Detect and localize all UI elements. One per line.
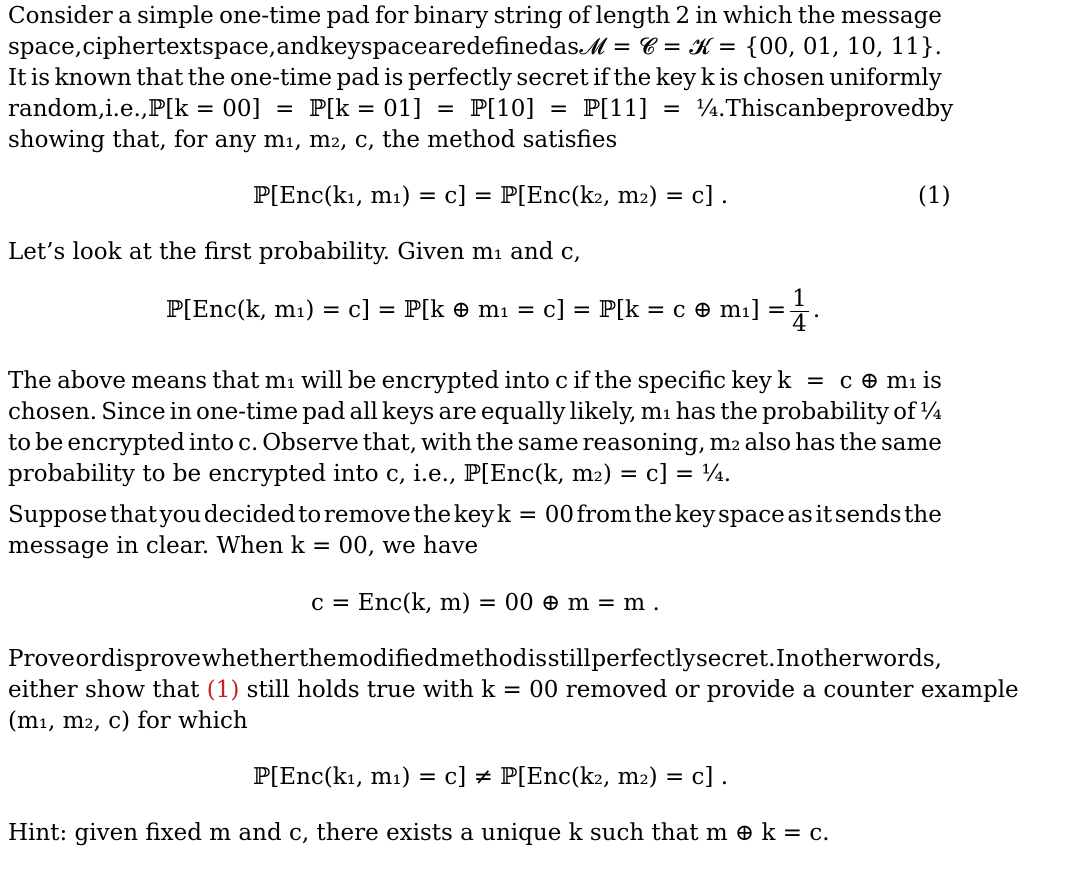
word: still (547, 646, 591, 672)
word: secret. (695, 646, 776, 672)
word: be (816, 96, 845, 122)
word: the (904, 502, 942, 528)
word: proved (844, 96, 926, 122)
word: the (634, 502, 673, 528)
word: in (169, 399, 192, 425)
word: be (348, 368, 377, 394)
word: it (815, 502, 833, 528)
equation-2-lhs: ℙ[Enc(k, m₁) = c] = ℙ[k ⊕ m₁ = c] = ℙ[k = c ⊕ m₁] = (166, 297, 787, 323)
word: with (421, 430, 473, 456)
paragraph4-line1 (8, 500, 942, 530)
word: perfectly (591, 646, 696, 672)
word: 𝓜 = 𝓒 = 𝓚 = {00, 01, 10, 11}. (579, 34, 942, 60)
word: as (553, 34, 579, 60)
equation-2-fraction (790, 287, 809, 336)
word: ¼ (919, 399, 942, 425)
word: is (384, 65, 404, 91)
word: disprove (100, 646, 202, 672)
word: has (675, 399, 717, 425)
word: i.e., (105, 96, 149, 122)
word: one-time (229, 65, 333, 91)
word: key (319, 34, 361, 60)
word: m₁ (640, 399, 672, 425)
word: Prove (8, 646, 75, 672)
word: the (299, 646, 337, 672)
word: the (187, 65, 226, 91)
word: space, (202, 34, 277, 60)
word: c. (238, 430, 259, 456)
word: It (8, 65, 27, 91)
word: of (893, 399, 916, 425)
word: key (655, 65, 697, 91)
word: the (720, 399, 758, 425)
word: in (695, 3, 718, 29)
paragraph5-line2-start: either show that (8, 677, 207, 703)
paragraph4-line2: message in clear. When k = 00, we have (8, 533, 479, 559)
word: encrypted (381, 368, 500, 394)
word: means (131, 368, 207, 394)
word: is (922, 368, 942, 394)
word: to (298, 502, 322, 528)
word: k (700, 65, 715, 91)
word: above (57, 368, 126, 394)
word: the (613, 65, 652, 91)
word: is (527, 646, 548, 672)
word: Consider (8, 3, 113, 29)
word: as (787, 502, 813, 528)
word: of (567, 3, 591, 29)
word: ciphertext (82, 34, 202, 60)
word: if (573, 368, 590, 394)
word: length (595, 3, 671, 29)
word: simple (137, 3, 214, 29)
word: the (476, 430, 514, 456)
word: other (800, 646, 864, 672)
word: same (517, 430, 579, 456)
word: all (349, 399, 378, 425)
hint-text: Hint: given fixed m and c, there exists a unique k such that m ⊕ k = c. (8, 820, 830, 846)
paragraph3-line3 (8, 428, 942, 458)
word: has (795, 430, 836, 456)
word: likely, (569, 399, 637, 425)
paragraph5-line2-end: still holds true with k = 00 removed or provide a counter example (239, 677, 1019, 703)
equation-3: c = Enc(k, m) = 00 ⊕ m = m . (311, 590, 660, 616)
word: reasoning, (582, 430, 706, 456)
paragraph2: Let’s look at the first probability. Given m₁ and c, (8, 239, 581, 265)
paragraph5-line2 (8, 675, 1019, 705)
word: string (493, 3, 563, 29)
word: random, (8, 96, 106, 122)
word: sends (834, 502, 902, 528)
word: that (212, 368, 260, 394)
word: a (118, 3, 132, 29)
word: pad (326, 3, 370, 29)
word: one-time (219, 3, 322, 29)
word: same (880, 430, 942, 456)
word: ℙ[k = 00] = ℙ[k = 01] = ℙ[10] = ℙ[11] = ¼. (148, 96, 726, 122)
paragraph3-line1 (8, 366, 942, 396)
word: if (593, 65, 609, 91)
word: the (413, 502, 452, 528)
word: that, (362, 430, 418, 456)
paragraph3-line4: probability to be encrypted into c, i.e., ℙ[Enc(k, m₂) = c] = ¼. (8, 461, 732, 487)
paragraph3-line2 (8, 397, 942, 427)
word: whether (201, 646, 299, 672)
word: keys (382, 399, 435, 425)
word: words, (863, 646, 942, 672)
word: chosen. (8, 399, 98, 425)
word: space (360, 34, 428, 60)
paragraph1-line2 (8, 32, 942, 62)
word: the (839, 430, 878, 456)
equation-1-number: (1) (918, 183, 951, 209)
word: Since (101, 399, 166, 425)
word: key (731, 368, 772, 394)
word: secret (516, 65, 589, 91)
paragraph1-line1 (8, 1, 942, 31)
word: can (774, 96, 817, 122)
word: is (719, 65, 739, 91)
word: remove (323, 502, 411, 528)
paragraph1-line4 (8, 94, 954, 124)
equation-2-tail: . (812, 297, 821, 323)
word: space (717, 502, 785, 528)
word: binary (413, 3, 489, 29)
word: method (439, 646, 528, 672)
word: k = c ⊕ m₁ (777, 368, 918, 394)
word: perfectly (407, 65, 512, 91)
word: by (925, 96, 954, 122)
word: This (725, 96, 775, 122)
word: k = 00 (496, 502, 575, 528)
word: for (375, 3, 409, 29)
word: be (35, 430, 64, 456)
word: into (188, 430, 235, 456)
word: known (54, 65, 132, 91)
paragraph1-line3 (8, 63, 942, 93)
word: message (840, 3, 942, 29)
word: chosen (742, 65, 825, 91)
word: Suppose (8, 502, 108, 528)
word: space, (8, 34, 83, 60)
equation-4: ℙ[Enc(k₁, m₁) = c] ≠ ℙ[Enc(k₂, m₂) = c] . (253, 764, 729, 790)
word: pad (336, 65, 380, 91)
word: uniformly (829, 65, 942, 91)
word: into (504, 368, 550, 394)
word: Observe (262, 430, 359, 456)
word: is (30, 65, 51, 91)
word: one-time (196, 399, 299, 425)
word: specific (637, 368, 727, 394)
equation-1: ℙ[Enc(k₁, m₁) = c] = ℙ[Enc(k₂, m₂) = c] . (253, 183, 729, 209)
word: or (75, 646, 101, 672)
word: encrypted (67, 430, 185, 456)
word: will (300, 368, 343, 394)
equation-2 (166, 286, 820, 336)
word: The (8, 368, 52, 394)
word: 2 (675, 3, 691, 29)
word: are (427, 34, 467, 60)
fraction-denominator: 4 (792, 310, 807, 337)
word: to (8, 430, 32, 456)
word: the (594, 368, 633, 394)
equation-reference-link[interactable]: (1) (206, 677, 240, 703)
paragraph5-line3: (m₁, m₂, c) for which (8, 708, 248, 734)
word: which (722, 3, 793, 29)
word: m₁ (264, 368, 296, 394)
word: probability (761, 399, 889, 425)
word: c (555, 368, 568, 394)
word: equally (480, 399, 566, 425)
word: and (276, 34, 320, 60)
word: modified (337, 646, 439, 672)
word: from (576, 502, 632, 528)
word: decided (203, 502, 296, 528)
word: key (674, 502, 716, 528)
paragraph1-line5: showing that, for any m₁, m₂, c, the method satisfies (8, 127, 618, 153)
fraction-numerator: 1 (792, 285, 807, 312)
word: pad (302, 399, 346, 425)
word: that (109, 502, 157, 528)
word: that (136, 65, 184, 91)
word: you (159, 502, 202, 528)
word: are (438, 399, 477, 425)
word: the (797, 3, 836, 29)
paragraph5-line1 (8, 644, 942, 674)
word: key (453, 502, 495, 528)
word: defined (466, 34, 554, 60)
word: m₂ (709, 430, 741, 456)
word: also (744, 430, 792, 456)
word: In (776, 646, 800, 672)
